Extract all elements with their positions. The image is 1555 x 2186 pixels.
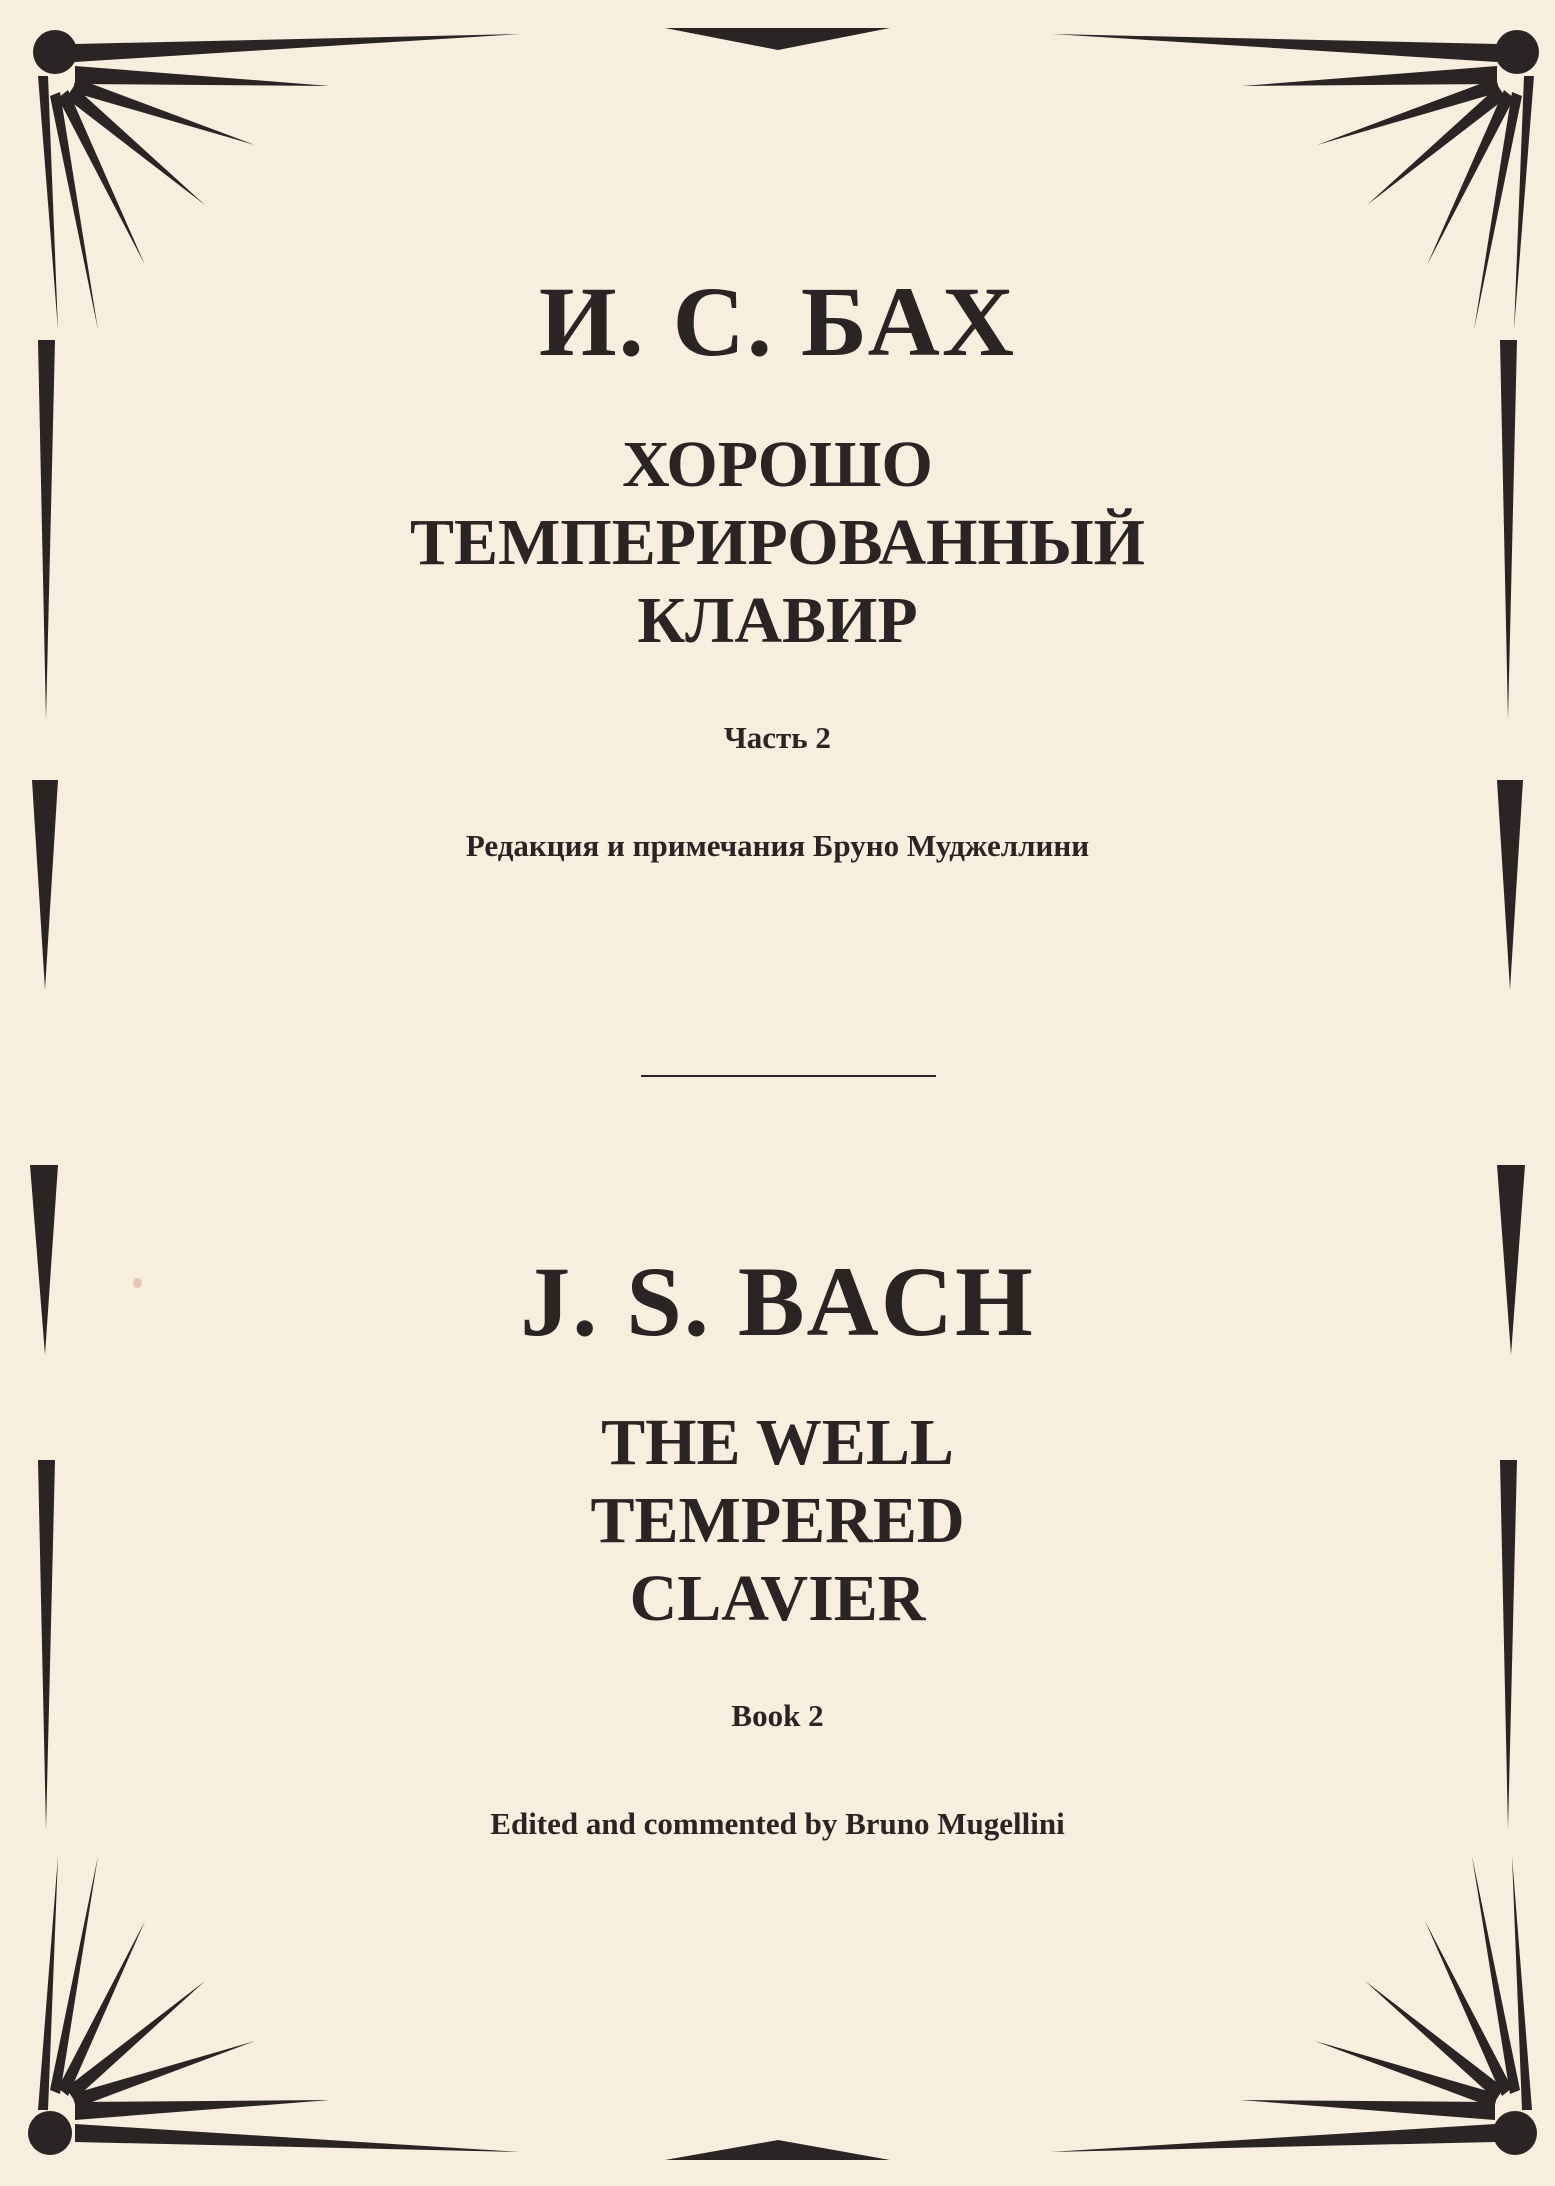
bottom-center-spike	[665, 2140, 890, 2160]
title-line-english-3: CLAVIER	[629, 1562, 926, 1635]
title-line-english-2: TEMPERED	[590, 1484, 965, 1557]
part-number-russian: Часть 2	[724, 720, 831, 755]
corner-fan-bottom-left	[38, 1856, 520, 2152]
corner-dot-top-left	[33, 30, 77, 74]
title-line-russian-2: ТЕМПЕРИРОВАННЫЙ	[410, 506, 1145, 579]
title-line-russian-3: КЛАВИР	[637, 584, 918, 657]
left-mid-upper-spike	[32, 780, 58, 990]
top-center-spike	[665, 28, 890, 50]
section-divider	[641, 1075, 936, 1077]
editor-credit-english: Edited and commented by Bruno Mugellini	[490, 1806, 1065, 1841]
composer-name-russian: И. С. БАХ	[538, 266, 1017, 377]
title-line-russian-1: ХОРОШО	[622, 428, 933, 501]
editor-credit-russian: Редакция и примечания Бруно Муджеллини	[465, 828, 1090, 863]
corner-fan-bottom-right	[1050, 1856, 1532, 2152]
composer-name-english: J. S. BACH	[520, 1246, 1035, 1357]
corner-dot-bottom-right	[1493, 2111, 1537, 2155]
title-line-english-1: THE WELL	[601, 1406, 954, 1479]
corner-dot-top-right	[1495, 30, 1539, 74]
corner-dot-bottom-left	[28, 2111, 72, 2155]
book-number-english: Book 2	[731, 1698, 824, 1733]
right-mid-upper-spike	[1497, 780, 1523, 990]
